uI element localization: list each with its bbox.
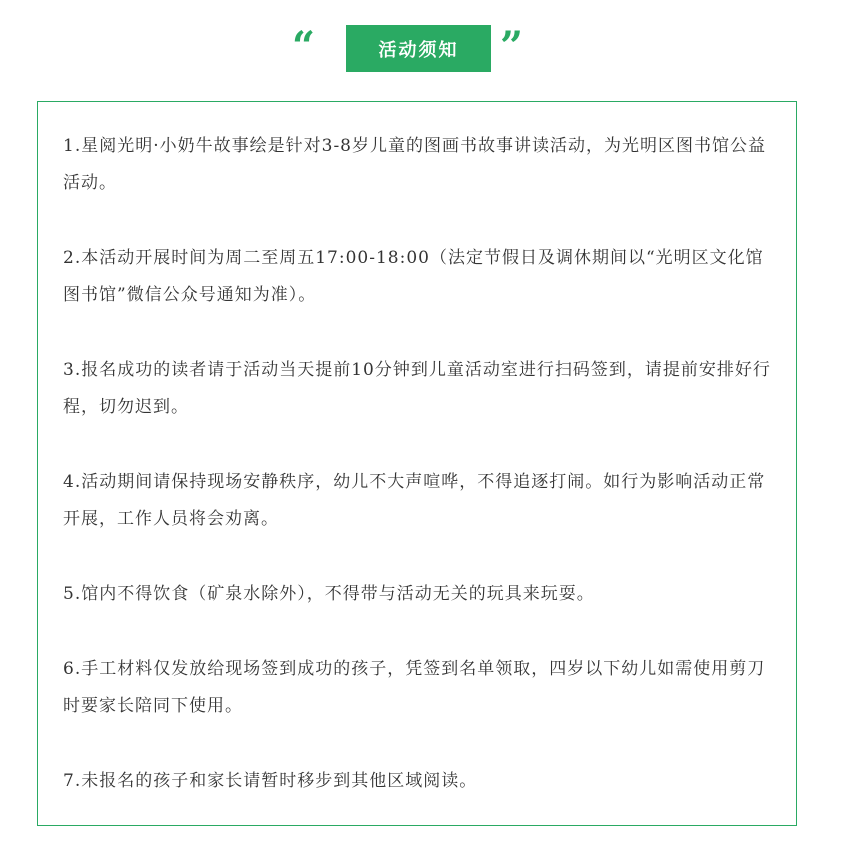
- notice-item-6: 6.手工材料仅发放给现场签到成功的孩子，凭签到名单领取，四岁以下幼儿如需使用剪刀时要家长陪同下使用。: [63, 659, 766, 716]
- notice-item-7: 7.未报名的孩子和家长请暂时移步到其他区域阅读。: [63, 771, 478, 791]
- notice-item-3: 3.报名成功的读者请于活动当天提前10分钟到儿童活动室进行扫码签到，请提前安排好行程，切勿迟到。: [63, 360, 771, 417]
- right-quote-mark: ”: [500, 23, 524, 70]
- notice-item-5: 5.馆内不得饮食（矿泉水除外），不得带与活动无关的玩具来玩耍。: [63, 584, 595, 604]
- notice-item-2: 2.本活动开展时间为周二至周五17:00-18:00（法定节假日及调休期间以“光明区文化馆图书馆”微信公众号通知为准）。: [63, 248, 764, 305]
- notice-content-box: [37, 101, 797, 826]
- left-quote-mark: “: [292, 23, 316, 70]
- notice-item-4: 4.活动期间请保持现场安静秩序，幼儿不大声喧哗，不得追逐打闹。如行为影响活动正常开展，工作人员将会劝离。: [63, 472, 766, 529]
- notice-title: 活动须知: [346, 25, 491, 72]
- notice-item-1: 1.星阅光明·小奶牛故事绘是针对3-8岁儿童的图画书故事讲读活动，为光明区图书馆公益活动。: [63, 136, 766, 193]
- notice-header: [0, 25, 845, 73]
